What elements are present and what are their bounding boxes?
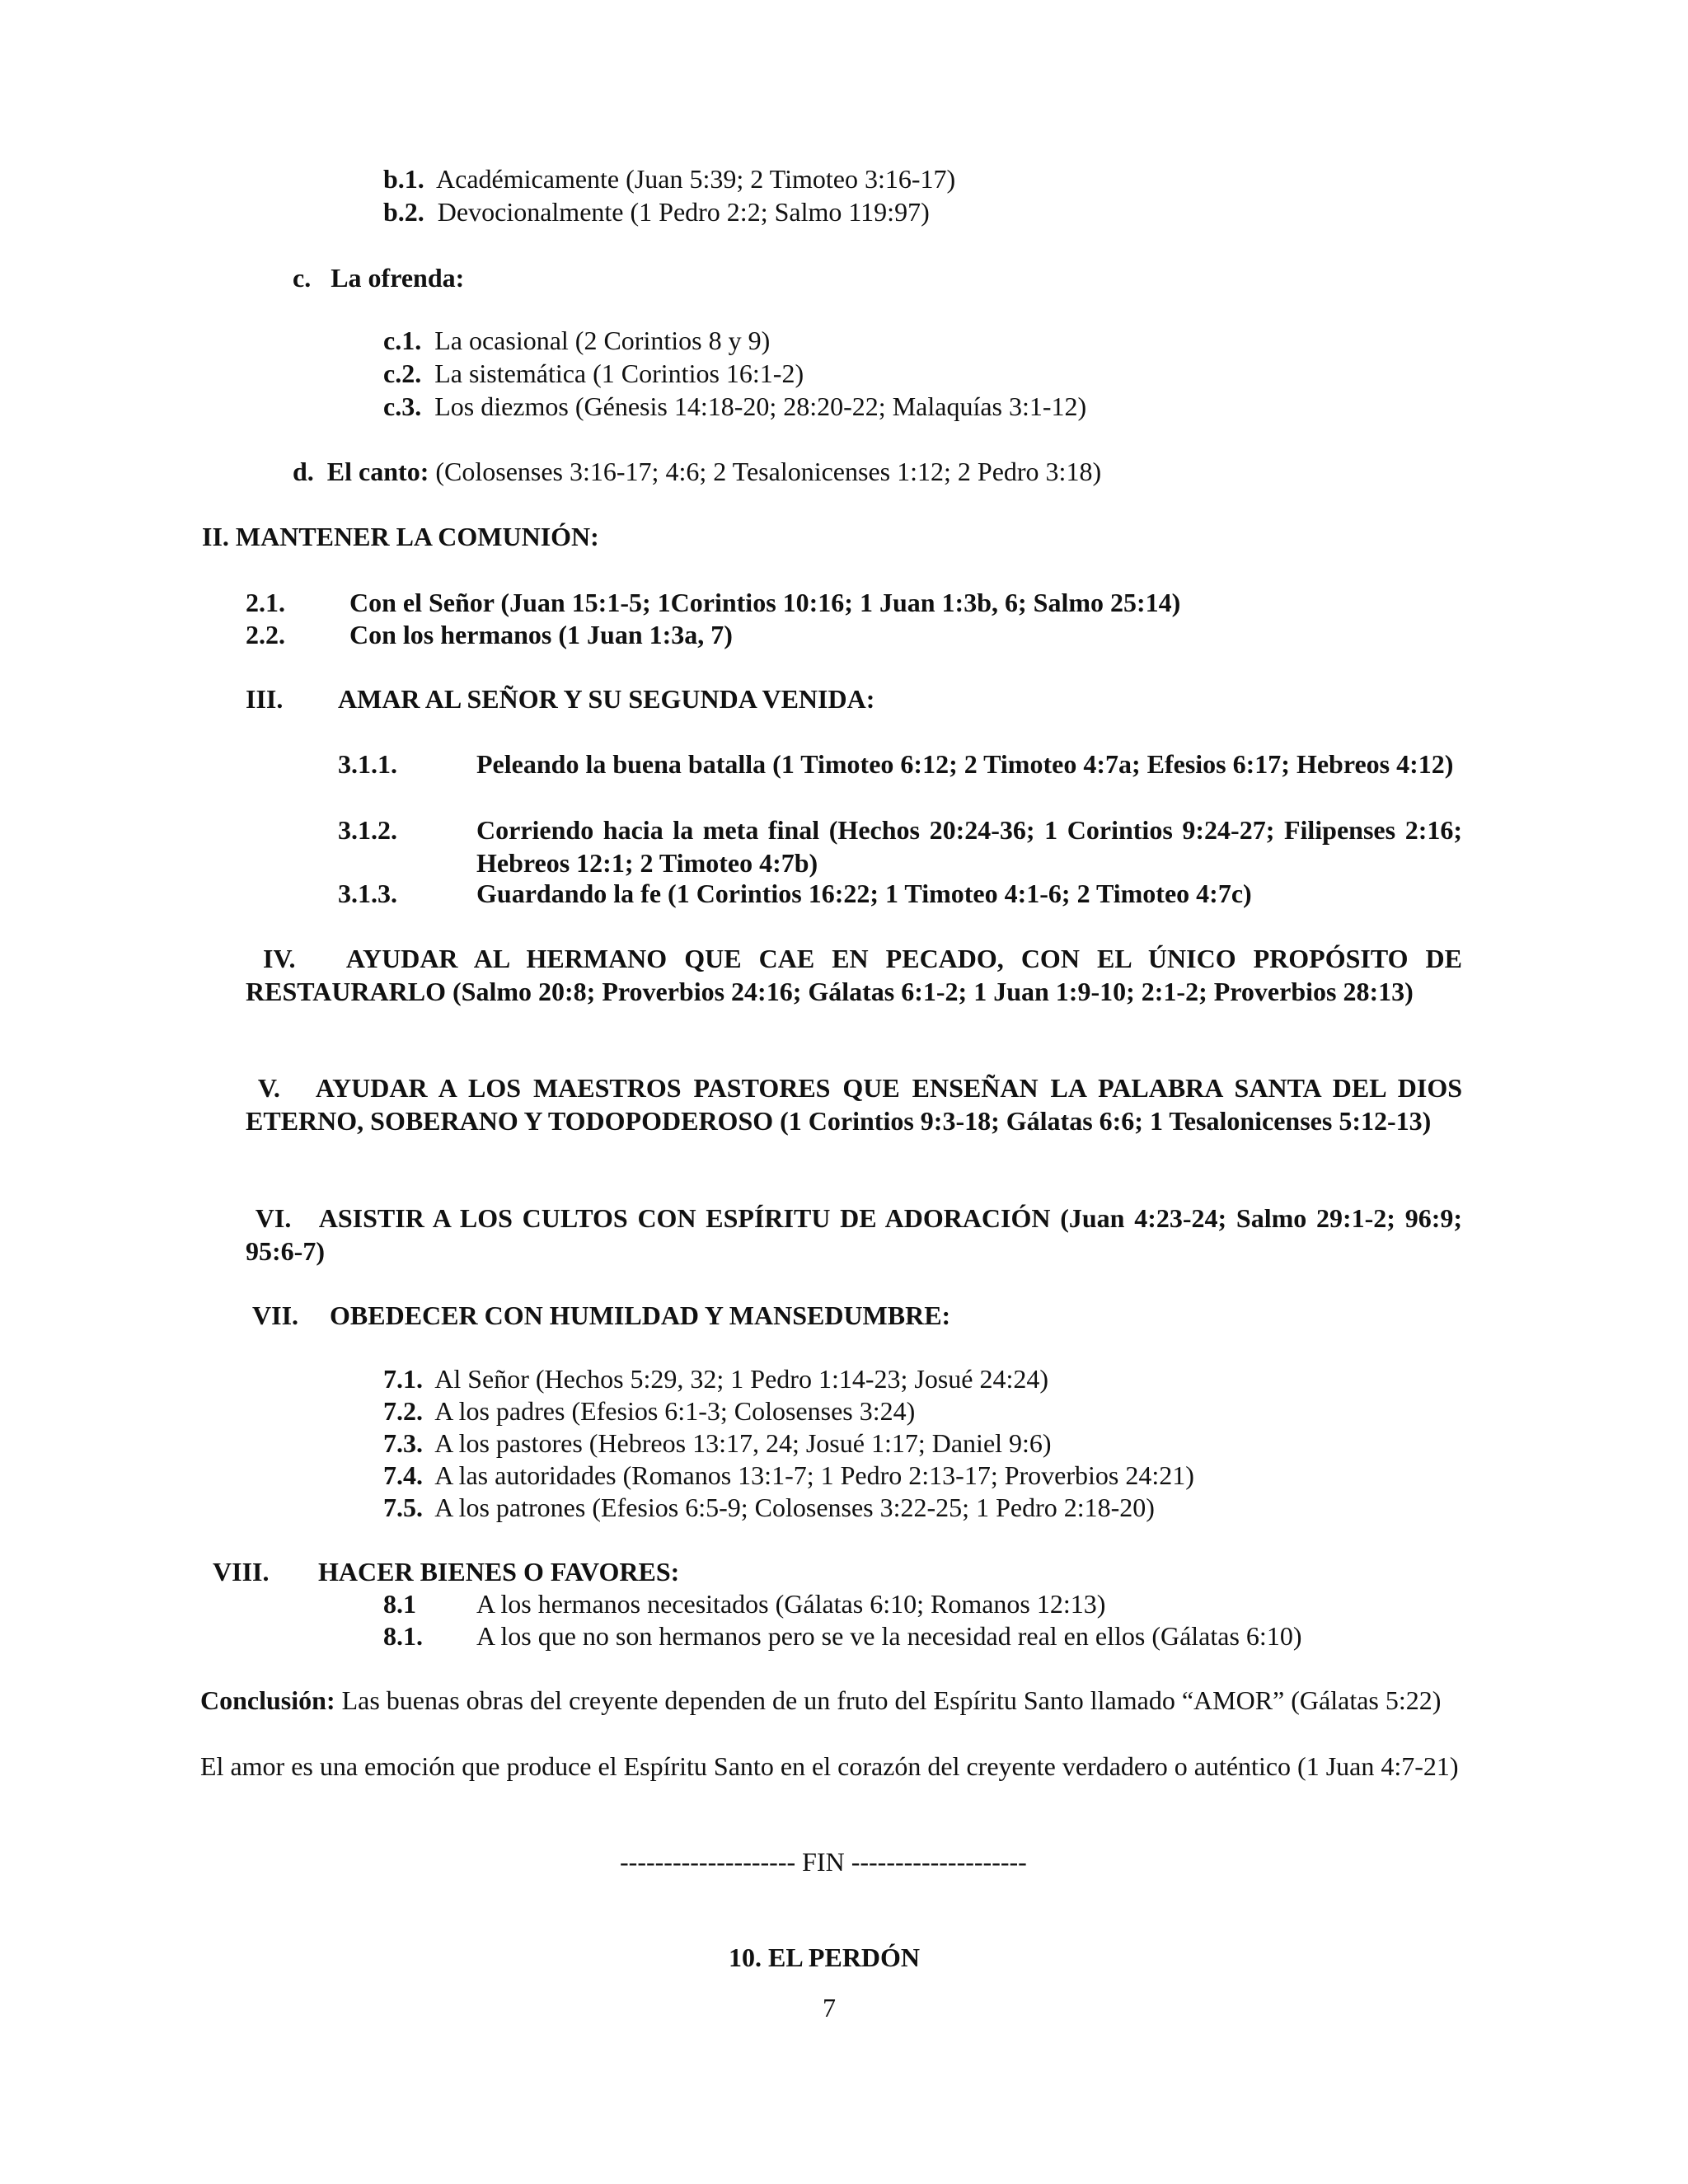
conclusion-paragraph	[200, 1684, 1462, 1717]
item-number: 3.1.1.	[338, 749, 397, 779]
item-text: Con el Señor (Juan 15:1-5; 1Corintios 10:16; 1 Juan 1:3b, 6; Salmo 25:14)	[349, 588, 1181, 617]
item-text: A los patrones (Efesios 6:5-9; Colosenses 3:22-25; 1 Pedro 2:18-20)	[434, 1493, 1155, 1522]
item-number: c.2.	[383, 359, 422, 388]
chapter-title: 10. EL PERDÓN	[729, 1943, 921, 1972]
item-text: Corriendo hacia la meta final (Hechos 20:24-36; 1 Corintios 9:24-27; Filipenses 2:16; Hebreos 12:1; 2 Timoteo 4:7b)	[476, 815, 1462, 878]
list-item	[246, 618, 285, 651]
section-heading: II. MANTENER LA COMUNIÓN:	[202, 522, 599, 551]
section-heading: AMAR AL SEÑOR Y SU SEGUNDA VENIDA:	[338, 684, 875, 714]
subsection-label: La ofrenda:	[331, 263, 465, 293]
item-number: 7.2.	[383, 1396, 423, 1426]
subsection-label: El canto:	[326, 457, 429, 486]
list-item	[383, 357, 804, 390]
list-item	[383, 324, 770, 357]
section-paragraph: VI. ASISTIR A LOS CULTOS CON ESPÍRITU DE ADORACIÓN (Juan 4:23-24; Salmo 29:1-2; 96:9; 95:6-7)	[246, 1203, 1470, 1266]
item-text: A los pastores (Hebreos 13:17, 24; Josué 1:17; Daniel 9:6)	[434, 1428, 1052, 1458]
list-item	[383, 162, 955, 195]
item-number: 2.1.	[246, 588, 285, 617]
item-text: Académicamente (Juan 5:39; 2 Timoteo 3:16-17)	[436, 164, 956, 194]
subsection-text: (Colosenses 3:16-17; 4:6; 2 Tesalonicenses 1:12; 2 Pedro 3:18)	[435, 457, 1102, 486]
item-text: La sistemática (1 Corintios 16:1-2)	[434, 359, 804, 388]
section-number: III.	[246, 684, 284, 714]
page-number: 7	[823, 1993, 836, 2022]
section-heading: OBEDECER CON HUMILDAD Y MANSEDUMBRE:	[330, 1301, 951, 1330]
list-item	[383, 1394, 915, 1427]
item-text: La ocasional (2 Corintios 8 y 9)	[434, 326, 771, 355]
section-heading: HACER BIENES O FAVORES:	[318, 1557, 680, 1586]
item-number: 3.1.2.	[338, 815, 397, 845]
item-number: 8.1.	[383, 1621, 423, 1651]
item-text: Devocionalmente (1 Pedro 2:2; Salmo 119:97)	[437, 197, 930, 227]
list-item	[383, 195, 930, 228]
item-number: b.1.	[383, 164, 424, 194]
conclusion-label: Conclusión:	[200, 1685, 335, 1715]
subsection-heading	[293, 455, 1101, 488]
item-number: 7.4.	[383, 1460, 423, 1490]
subsection-letter: d.	[293, 457, 314, 486]
conclusion-line: El amor es una emoción que produce el Espíritu Santo en el corazón del creyente verdadero o auténtico (1 Juan 4:7-21)	[200, 1751, 1459, 1781]
item-number: 7.3.	[383, 1428, 423, 1458]
section-number: VII.	[252, 1301, 299, 1330]
item-number: 7.5.	[383, 1493, 423, 1522]
item-text: A los padres (Efesios 6:1-3; Colosenses 3:24)	[434, 1396, 916, 1426]
list-item	[383, 1427, 1052, 1460]
item-number: 7.1.	[383, 1364, 423, 1394]
section-paragraph: V. AYUDAR A LOS MAESTROS PASTORES QUE ENSEÑAN LA PALABRA SANTA DEL DIOS ETERNO, SOBERANO Y TODOPODEROSO (1 Corintios 9:3-18; Gálatas 6:6; 1 Tesalonicenses 5:12-13)	[246, 1073, 1470, 1136]
item-text: Los diezmos (Génesis 14:18-20; 28:20-22; Malaquías 3:1-12)	[434, 391, 1087, 421]
item-number: 8.1	[383, 1589, 416, 1619]
item-text: Con los hermanos (1 Juan 1:3a, 7)	[349, 620, 733, 649]
item-text: Peleando la buena batalla (1 Timoteo 6:12; 2 Timoteo 4:7a; Efesios 6:17; Hebreos 4:12)	[476, 749, 1454, 779]
list-item	[383, 1459, 1194, 1492]
conclusion-text: Las buenas obras del creyente dependen de un fruto del Espíritu Santo llamado “AMOR” (Gálatas 5:22)	[335, 1685, 1442, 1715]
item-number: 3.1.3.	[338, 879, 397, 908]
subsection-heading	[293, 261, 464, 294]
section-paragraph: IV. AYUDAR AL HERMANO QUE CAE EN PECADO, CON EL ÚNICO PROPÓSITO DE RESTAURARLO (Salmo 20:8; Proverbios 24:16; Gálatas 6:1-2; 1 Juan 1:9-10; 2:1-2; Proverbios 28:13)	[246, 944, 1470, 1006]
item-text: Guardando la fe (1 Corintios 16:22; 1 Timoteo 4:1-6; 2 Timoteo 4:7c)	[476, 879, 1252, 908]
subsection-letter: c.	[293, 263, 312, 293]
item-text: A los hermanos necesitados (Gálatas 6:10; Romanos 12:13)	[476, 1589, 1106, 1619]
item-text: Al Señor (Hechos 5:29, 32; 1 Pedro 1:14-23; Josué 24:24)	[434, 1364, 1049, 1394]
item-number: c.3.	[383, 391, 422, 421]
item-number: 2.2.	[246, 620, 285, 649]
end-marker: -------------------- FIN --------------------	[620, 1847, 1027, 1877]
list-item	[383, 1491, 1155, 1524]
list-item	[383, 390, 1086, 423]
item-number: b.2.	[383, 197, 424, 227]
section-number: VIII.	[213, 1557, 270, 1586]
list-item	[383, 1362, 1048, 1395]
list-item	[246, 586, 285, 619]
item-text: A las autoridades (Romanos 13:1-7; 1 Pedro 2:13-17; Proverbios 24:21)	[434, 1460, 1194, 1490]
item-text: A los que no son hermanos pero se ve la necesidad real en ellos (Gálatas 6:10)	[476, 1621, 1302, 1651]
item-number: c.1.	[383, 326, 422, 355]
